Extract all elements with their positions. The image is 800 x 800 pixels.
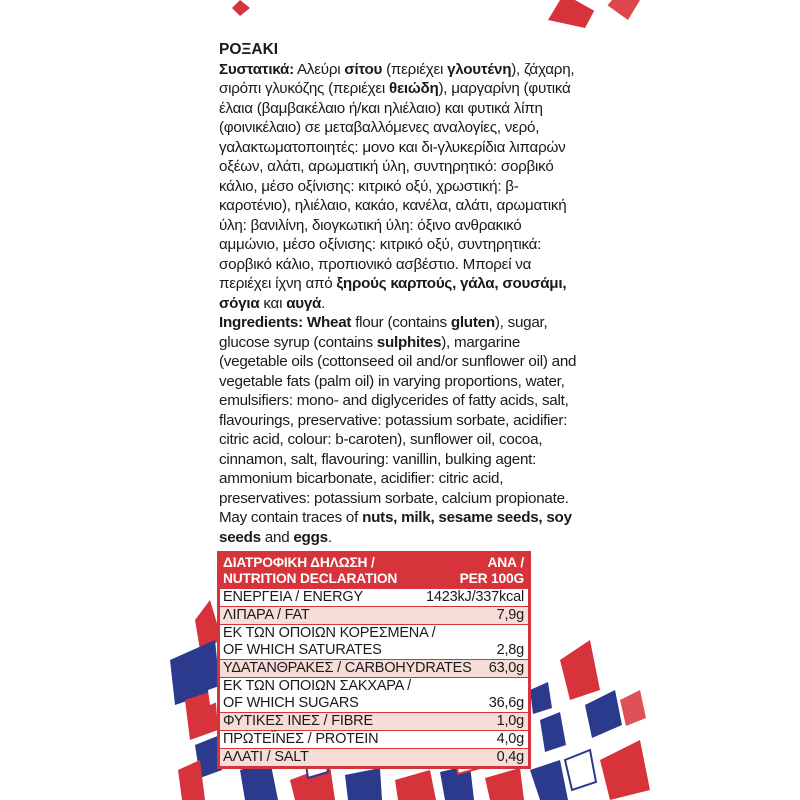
nutrition-title-greek: ΔΙΑΤΡΟΦΙΚΗ ΔΗΛΩΣΗ / — [223, 555, 375, 570]
nutrient-value: 4,0g — [496, 731, 524, 747]
nutrition-row-carbohydrates — [220, 659, 528, 677]
english-text: ), sugar, glucose syrup (contains — [219, 314, 548, 351]
greek-text: και — [259, 294, 287, 312]
english-text: ), margarine (vegetable oils (cottonseed oil and/or sunflower oil) and vegetable fats (palm oil) in varying proportions, water, emulsifiers: mono- and diglycerides of fatty acids, salt, flavourings, preservative: potassium sorbate, acidifier: citric acid, colour: b-caroten), sunflower oil, cocoa, cinnamon, salt, flavouring: vanillin, bulking agent: ammonium bicarbonate, acidifier: citric acid, preservatives: potassium sorbate, calcium propionate. May contain traces of — [219, 333, 577, 526]
nutrient-name-line1: ΕΚ ΤΩΝ ΟΠΟΙΩΝ ΚΟΡΕΣΜΕΝΑ / — [223, 625, 436, 641]
greek-allergen: ξηρούς καρπούς, γάλα, σουσάμι, σόγια — [219, 275, 567, 312]
greek-text: Αλεύρι — [293, 60, 345, 78]
greek-text: ), ζάχαρη, σιρόπι γλυκόζης (περιέχει — [219, 60, 575, 97]
nutrition-header-left — [223, 555, 397, 586]
greek-allergen: γλουτένη — [447, 60, 512, 78]
nutrient-value: 7,9g — [496, 607, 524, 623]
nutrition-row-salt — [220, 748, 528, 766]
nutrient-value: 63,0g — [488, 660, 524, 676]
english-allergen: sulphites — [376, 333, 442, 351]
nutrient-name — [223, 678, 411, 712]
per-label-greek: ΑΝΑ / — [487, 555, 524, 570]
greek-allergen: σίτου — [344, 60, 383, 78]
ingredients-panel — [219, 40, 584, 547]
nutrient-name-line2: OF WHICH SUGARS — [223, 695, 359, 711]
nutrition-row-sugars — [220, 677, 528, 712]
nutrition-header — [220, 554, 528, 588]
greek-text: . — [321, 294, 326, 312]
english-text: flour (contains — [351, 314, 451, 331]
per-label-english: PER 100G — [459, 570, 524, 586]
nutrient-value: 0,4g — [496, 749, 524, 765]
greek-ingredients — [219, 60, 584, 314]
nutrient-name: ΛΙΠΑΡΑ / FAT — [223, 607, 310, 623]
nutrient-value: 1423kJ/337kcal — [426, 589, 524, 605]
nutrition-row-saturates — [220, 624, 528, 659]
nutrient-name: ΠΡΩΤΕΪΝΕΣ / PROTEIN — [223, 731, 379, 747]
nutrient-name-line2: OF WHICH SATURATES — [223, 642, 382, 658]
english-allergen: eggs — [293, 528, 328, 546]
nutrient-name: ΦΥΤΙΚΕΣ ΙΝΕΣ / FIBRE — [223, 713, 373, 729]
product-name: ΡΟΞΑΚΙ — [219, 41, 279, 58]
english-ingredients — [219, 313, 584, 547]
greek-ingredients-label: Συστατικά: — [219, 60, 294, 78]
nutrition-header-right — [460, 555, 524, 586]
nutrition-row-fibre — [220, 712, 528, 730]
english-allergen: gluten — [450, 314, 495, 331]
greek-text: (περιέχει — [382, 60, 448, 78]
english-allergen: nuts, milk, sesame seeds, soy seeds — [219, 509, 572, 546]
english-allergen: Wheat — [302, 314, 352, 331]
nutrient-name: ΑΛΑΤΙ / SALT — [223, 749, 309, 765]
greek-allergen: αυγά — [286, 294, 322, 312]
english-ingredients-label: Ingredients: — [219, 314, 303, 331]
nutrient-name: ΕΝΕΡΓΕΙΑ / ENERGY — [223, 589, 363, 605]
english-text: and — [260, 528, 294, 546]
nutrient-value: 36,6g — [488, 695, 524, 711]
greek-allergen: θειώδη — [389, 80, 439, 97]
nutrient-name-line1: ΕΚ ΤΩΝ ΟΠΟΙΩΝ ΣΑΚΧΑΡΑ / — [223, 678, 412, 694]
nutrition-table — [217, 551, 531, 769]
nutrition-row-fat — [220, 606, 528, 624]
nutrition-title-english: NUTRITION DECLARATION — [223, 570, 398, 586]
english-text: . — [327, 528, 332, 546]
nutrition-row-protein — [220, 730, 528, 748]
greek-text: ), μαργαρίνη (φυτικά έλαια (βαμβακέλαιο ή/και ηλιέλαιο) και φυτικά λίπη (φοινικέλαιο) σε μεταβαλλόμενες αναλογίες, νερό, γαλακτωματοποιητές: μονο και δι-γλυκερίδια λιπαρών οξέων, αλάτι, αρωματική ύλη, συντηρητικό: σορβικό κάλιο, μέσο οξίνισης: κιτρικό οξύ, χρωστική: β-καροτένιο), ηλιέλαιο, κακάο, κανέλα, αλάτι, αρωματική ύλη: βανιλίνη, διογκωτική ύλη: όξινο ανθρακικό αμμώνιο, μέσο οξίνισης: κιτρικό οξύ, συντηρητικά: σορβικό κάλιο, προπιονικό ασβέστιο. Μπορεί να περιέχει ίχνη από — [219, 80, 571, 292]
nutrient-value: 2,8g — [496, 642, 524, 658]
nutrient-name — [223, 625, 435, 659]
nutrient-value: 1,0g — [496, 713, 524, 729]
nutrient-name: ΥΔΑΤΑΝΘΡΑΚΕΣ / CARBOHYDRATES — [223, 660, 472, 676]
nutrition-row-energy — [220, 588, 528, 606]
